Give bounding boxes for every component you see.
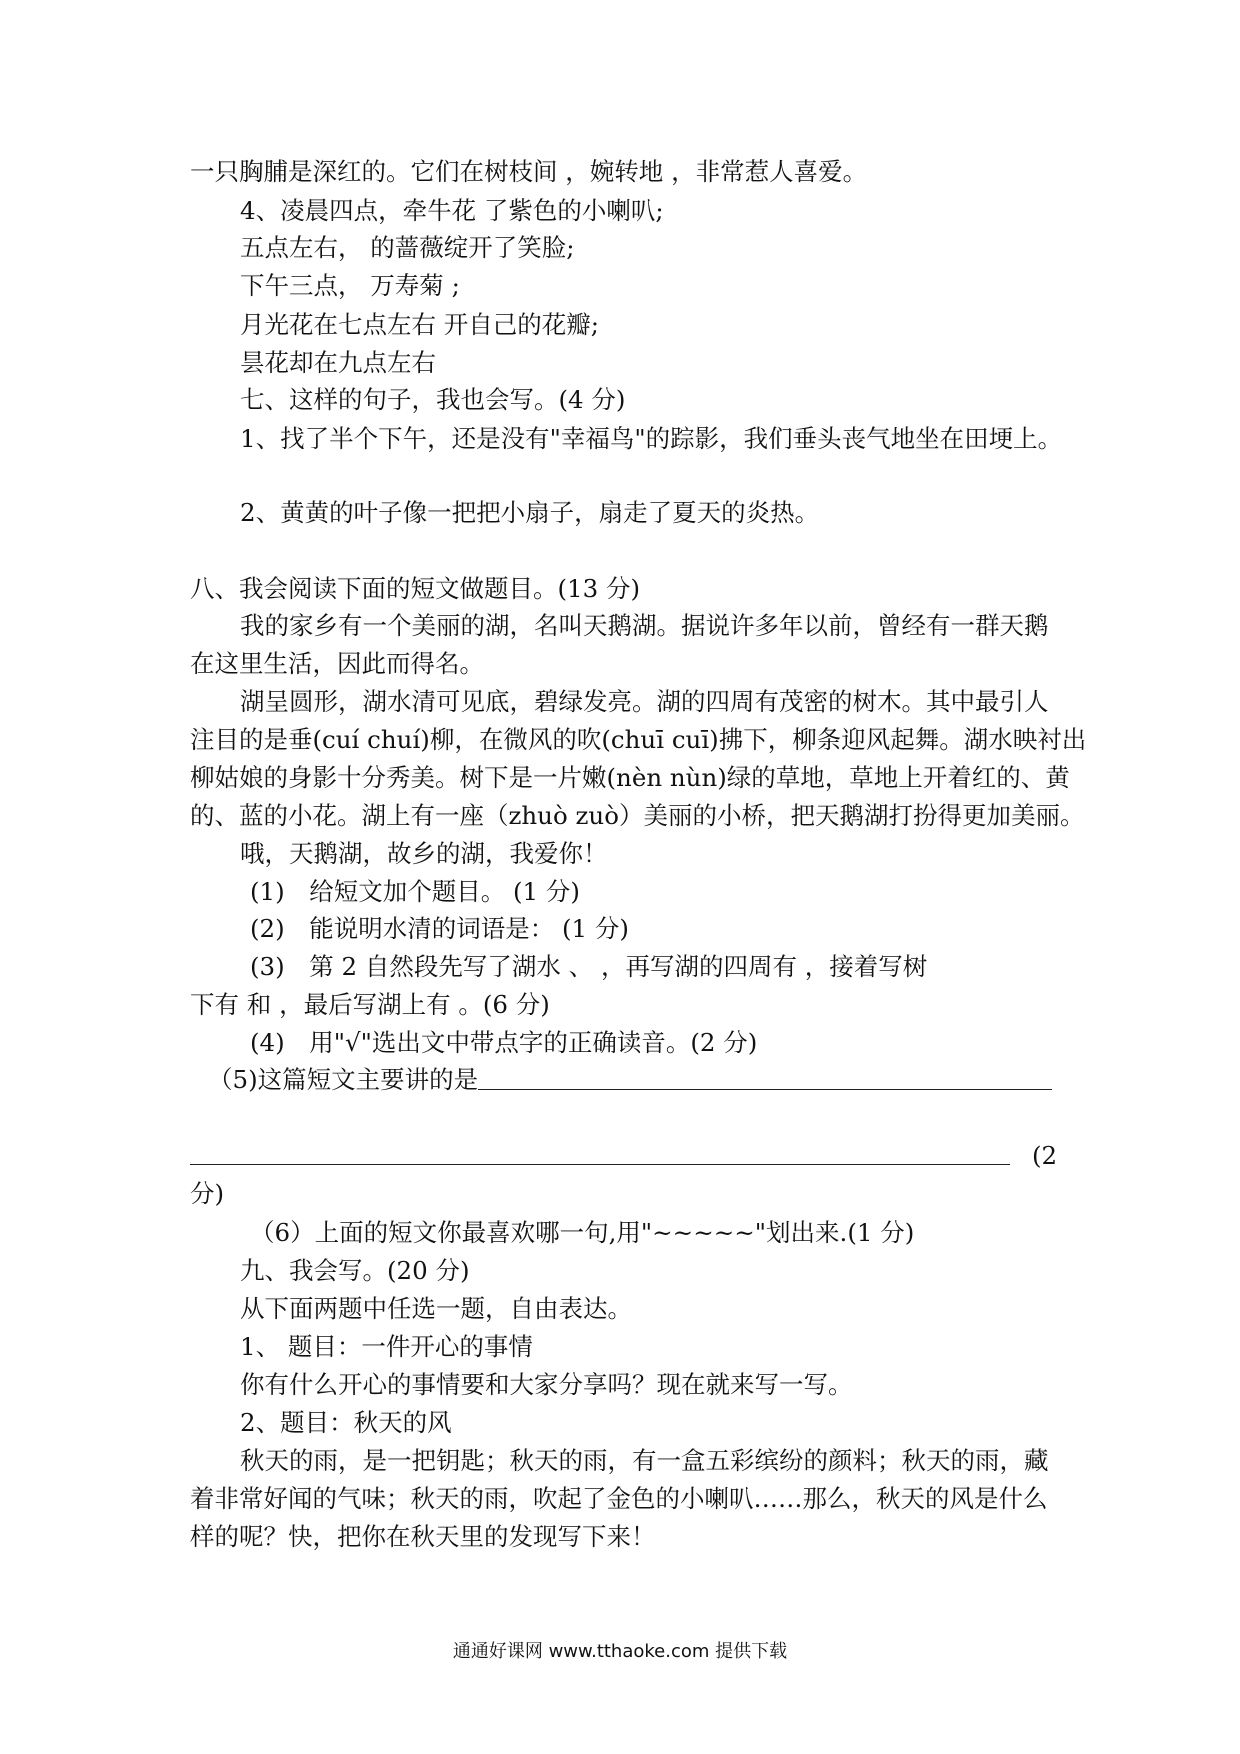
text-line: 1、找了半个下午，还是没有"幸福鸟"的踪影，我们垂头丧气地坐在田埂上。 [240,424,1063,453]
text-line: 柳姑娘的身影十分秀美。树下是一片嫩(nèn nùn)绿的草地，草地上开着红的、黄 [190,763,1070,792]
section-heading: 七、这样的句子，我也会写。(4 分) [240,385,626,414]
page-footer: 通通好课网 www.tthaoke.com 提供下载 [452,1641,788,1662]
question-line: 下有 和 ，最后写湖上有 。(6 分) [190,990,550,1019]
question-line: (2) 能说明水清的词语是： (1 分) [250,914,629,943]
text-line: (2 [1032,1141,1058,1170]
text-line: 样的呢？快，把你在秋天里的发现写下来！ [190,1522,656,1551]
text-line: 的、蓝的小花。湖上有一座（zhuò zuò）美丽的小桥，把天鹅湖打扮得更加美丽。 [190,801,1085,830]
answer-blank [190,1164,1010,1165]
text-line: 我的家乡有一个美丽的湖，名叫天鹅湖。据说许多年以前，曾经有一群天鹅 [240,611,1049,640]
text-line: 五点左右， 的蔷薇绽开了笑脸; [240,233,575,262]
text-line: 着非常好闻的气味；秋天的雨，吹起了金色的小喇叭……那么，秋天的风是什么 [190,1484,1048,1513]
question-line: (1) 给短文加个题目。 (1 分) [250,877,580,906]
text-line: 分) [190,1179,225,1208]
text-line: 一只胸脯是深红的。它们在树枝间 ，婉转地 ，非常惹人喜爱。 [190,157,868,186]
text-line: 湖呈圆形，湖水清可见底，碧绿发亮。湖的四周有茂密的树木。其中最引人 [240,687,1049,716]
question-line: (4) 用"√"选出文中带点字的正确读音。(2 分) [250,1028,758,1057]
text-line: 月光花在七点左右 开自己的花瓣; [240,310,600,339]
question-line: (3) 第 2 自然段先写了湖水 、 ，再写湖的四周有 ，接着写树 [250,952,928,981]
text-line: 1、 题目：一件开心的事情 [240,1332,533,1361]
text-line: 注目的是垂(cuí chuí)柳，在微风的吹(chuī cuī)拂下，柳条迎风起舞。湖水映衬出 [190,725,1087,754]
text-line: 在这里生活，因此而得名。 [190,649,484,678]
question-line: （5)这篇短文主要讲的是 [208,1065,479,1094]
text-line: 从下面两题中任选一题，自由表达。 [240,1294,632,1323]
text-line: 2、题目：秋天的风 [240,1408,452,1437]
text-line: 昙花却在九点左右 [240,348,436,377]
section-heading: 九、我会写。(20 分) [240,1256,470,1285]
text-line: 2、黄黄的叶子像一把把小扇子，扇走了夏天的炎热。 [240,498,820,527]
question-line: （6）上面的短文你最喜欢哪一句,用"~~~~~"划出来.(1 分) [250,1218,915,1247]
text-line: 秋天的雨，是一把钥匙；秋天的雨，有一盒五彩缤纷的颜料；秋天的雨，藏 [240,1446,1049,1475]
answer-blank [478,1089,1052,1090]
text-line: 4、凌晨四点，牵牛花 了紫色的小喇叭; [240,196,664,225]
section-heading: 八、我会阅读下面的短文做题目。(13 分) [190,574,641,603]
text-line: 下午三点， 万寿菊 ; [240,271,460,300]
text-line: 你有什么开心的事情要和大家分享吗？现在就来写一写。 [240,1370,853,1399]
text-line: 哦，天鹅湖，故乡的湖，我爱你！ [240,839,608,868]
